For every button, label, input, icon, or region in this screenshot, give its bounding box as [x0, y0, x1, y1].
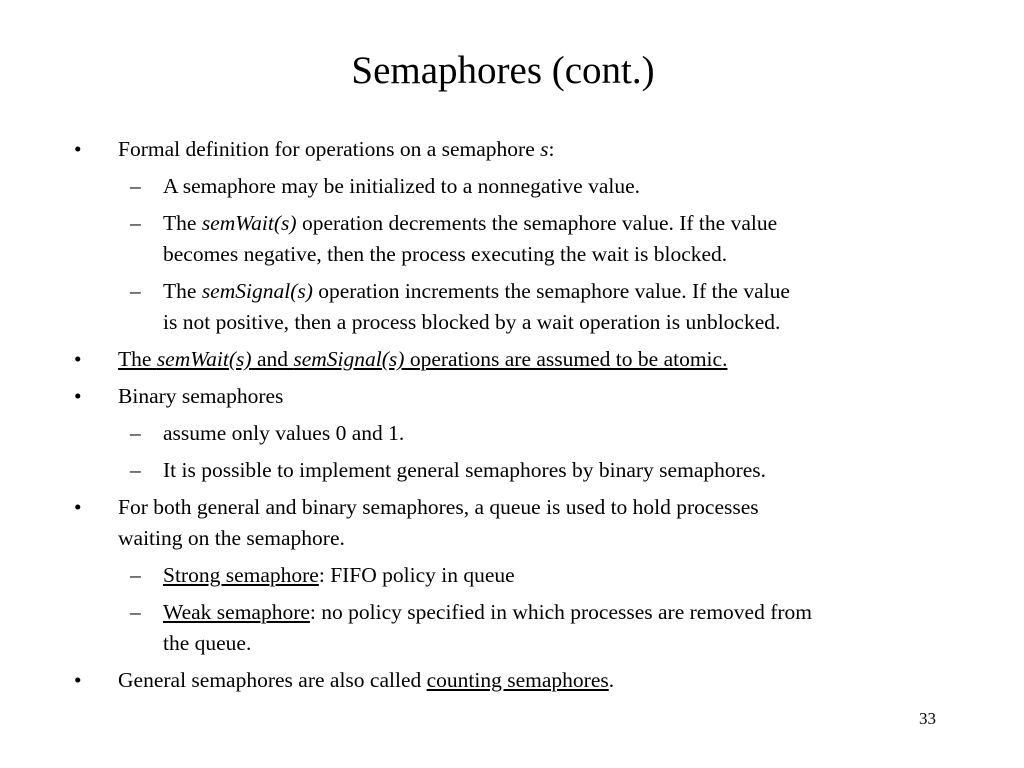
bullet-text-line2: waiting on the semaphore.	[118, 526, 345, 550]
bullet-marker: •	[74, 347, 82, 371]
bullet-text: Binary semaphores	[118, 384, 284, 408]
subbullet-strong	[72, 560, 972, 591]
subbullet-implement	[72, 455, 972, 486]
subbullet-semwait	[72, 208, 972, 270]
subbullet-text-line1: operation increments the semaphore value. If the value	[312, 279, 790, 303]
bullet-queue	[72, 492, 972, 554]
dash-marker: –	[130, 458, 141, 482]
subbullet-term: Strong semaphore	[163, 563, 319, 587]
subbullet-text: : FIFO policy in queue	[318, 563, 515, 587]
subbullet-text-pre: The	[163, 279, 202, 303]
bullet-text-tail: .	[608, 668, 615, 692]
slide-title: Semaphores (cont.)	[351, 49, 655, 92]
dash-marker: –	[130, 421, 141, 445]
bullet-text-mid: and	[251, 347, 294, 371]
dash-marker: –	[130, 174, 141, 198]
bullet-marker: •	[74, 668, 82, 692]
bullet-atomic	[72, 344, 972, 375]
dash-marker: –	[130, 211, 141, 235]
page-number: 33	[919, 709, 936, 728]
subbullet-initialized	[72, 171, 972, 202]
subbullet-text-line2: becomes negative, then the process executing the wait is blocked.	[163, 242, 728, 266]
dash-marker: –	[130, 279, 141, 303]
subbullet-text: assume only values 0 and 1.	[163, 421, 405, 445]
subbullet-text-italic: semSignal(s)	[201, 279, 313, 303]
subbullet-term: Weak semaphore	[163, 600, 310, 624]
slide-content	[72, 134, 972, 702]
subbullet-text: A semaphore may be initialized to a nonnegative value.	[163, 174, 641, 198]
bullet-text-italic-semsignal: semSignal(s)	[293, 347, 405, 371]
bullet-formal-definition	[72, 134, 972, 165]
bullet-text-line1: For both general and binary semaphores, a queue is used to hold processes	[118, 495, 759, 519]
subbullet-text-line1: : no policy specified in which processes are removed from	[309, 600, 813, 624]
subbullet-text: It is possible to implement general semaphores by binary semaphores.	[163, 458, 767, 482]
dash-marker: –	[130, 600, 141, 624]
bullet-marker: •	[74, 495, 82, 519]
subbullet-text-line1: operation decrements the semaphore value. If the value	[296, 211, 778, 235]
subbullet-text-line2: the queue.	[163, 631, 252, 655]
bullet-text-italic-semwait: semWait(s)	[156, 347, 252, 371]
bullet-text-pre: General semaphores are also called	[118, 668, 427, 692]
subbullet-text-line2: is not positive, then a process blocked by a wait operation is unblocked.	[163, 310, 781, 334]
subbullet-values	[72, 418, 972, 449]
bullet-text-italic: s	[540, 137, 549, 161]
bullet-marker: •	[74, 384, 82, 408]
subbullet-text-italic: semWait(s)	[201, 211, 297, 235]
subbullet-weak	[72, 597, 972, 659]
bullet-term: counting semaphores	[426, 668, 609, 692]
bullet-text-pre: The	[118, 347, 157, 371]
subbullet-semsignal	[72, 276, 972, 338]
bullet-text-tail: :	[548, 137, 555, 161]
bullet-marker: •	[74, 137, 82, 161]
dash-marker: –	[130, 563, 141, 587]
subbullet-text-pre: The	[163, 211, 202, 235]
bullet-atomic-text	[118, 347, 727, 371]
bullet-binary-semaphores	[72, 381, 972, 412]
bullet-text-tail: operations are assumed to be atomic.	[404, 347, 728, 371]
bullet-text: Formal definition for operations on a semaphore	[118, 137, 541, 161]
bullet-counting	[72, 665, 972, 696]
